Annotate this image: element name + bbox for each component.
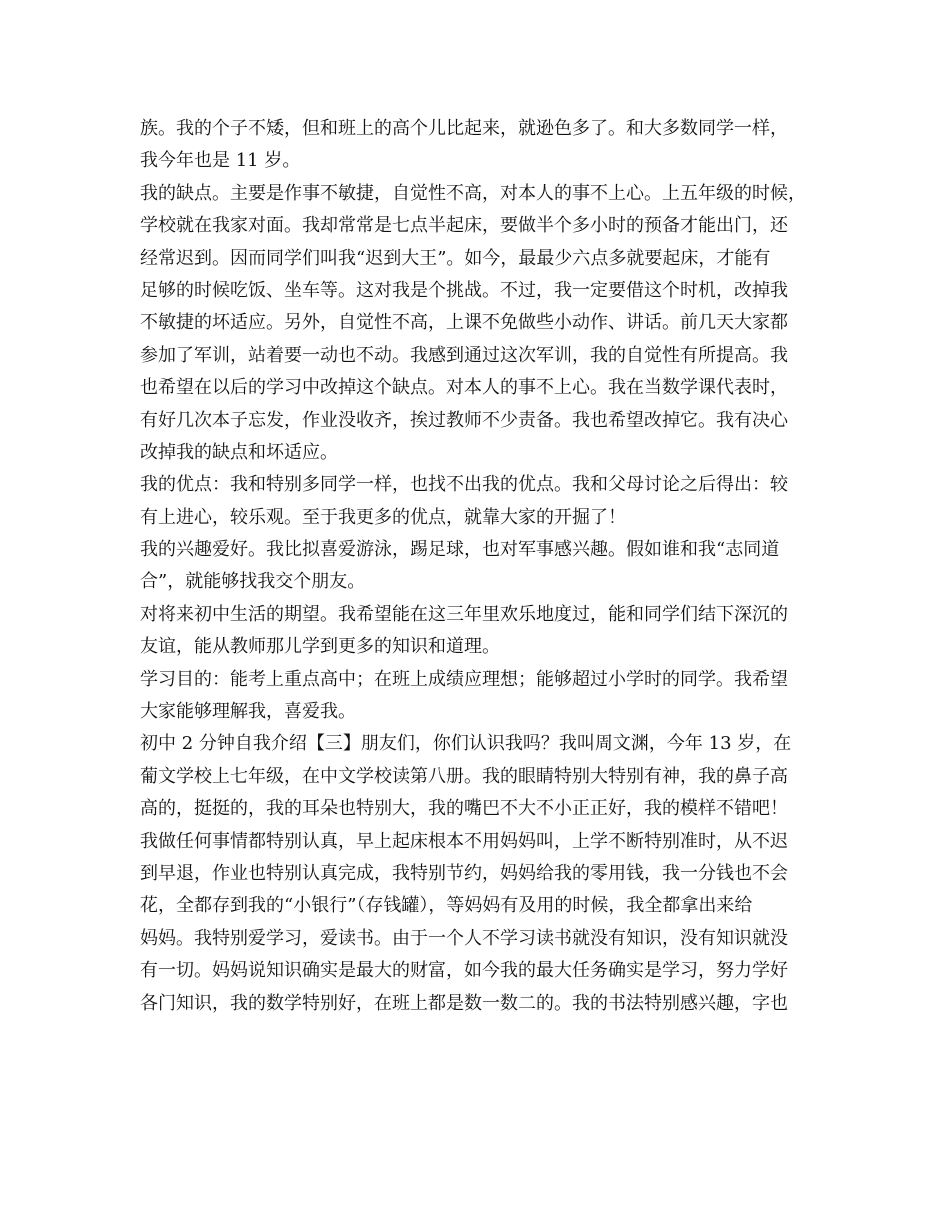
- text-line: 妈妈。我特别爱学习，爱读书。由于一个人不学习读书就没有知识，没有知识就没: [140, 927, 788, 949]
- text-line: 大家能够理解我，喜爱我。: [140, 701, 356, 723]
- text-line: 合”，就能够找我交个朋友。: [140, 571, 366, 593]
- text-line: 改掉我的缺点和坏适应。: [140, 441, 338, 463]
- text-line: 我今年也是 11 岁。: [140, 150, 301, 172]
- text-line: 学校就在我家对面。我却常常是七点半起床，要做半个多小时的预备才能出门，还: [140, 215, 788, 237]
- text-line: 足够的时候吃饭、坐车等。这对我是个挑战。不过，我一定要借这个时机，改掉我: [140, 279, 788, 301]
- text-line: 初中 2 分钟自我介绍【三】朋友们，你们认识我吗？我叫周文渊，今年 13 岁，在: [140, 733, 792, 755]
- text-line: 高的，挺挺的，我的耳朵也特别大，我的嘴巴不大不小正正好，我的模样不错吧！: [140, 798, 788, 820]
- text-line: 各门知识，我的数学特别好，在班上都是数一数二的。我的书法特别感兴趣，字也: [140, 992, 788, 1014]
- text-line: 到早退，作业也特别认真完成，我特别节约，妈妈给我的零用钱，我一分钱也不会: [140, 862, 788, 884]
- text-line: 我的缺点。主要是作事不敏捷，自觉性不高，对本人的事不上心。上五年级的时候，: [140, 182, 806, 204]
- text-line: 学习目的：能考上重点高中；在班上成绩应理想；能够超过小学时的同学。我希望: [140, 668, 788, 690]
- text-line: 我的兴趣爱好。我比拟喜爱游泳，踢足球，也对军事感兴趣。假如谁和我“志同道: [140, 539, 780, 561]
- text-line: 我做任何事情都特别认真，早上起床根本不用妈妈叫，上学不断特别准时，从不迟: [140, 830, 788, 852]
- text-line: 有一切。妈妈说知识确实是最大的财富，如今我的最大任务确实是学习，努力学好: [140, 960, 788, 982]
- text-line: 不敏捷的坏适应。另外，自觉性不高，上课不免做些小动作、讲话。前几天大家都: [140, 312, 788, 334]
- text-line: 经常迟到。因而同学们叫我“迟到大王”。如今，最最少六点多就要起床，才能有: [140, 247, 771, 269]
- text-line: 花，全都存到我的“小银行”（存钱罐），等妈妈有及用的时候，我全都拿出来给: [140, 895, 753, 917]
- text-line: 有好几次本子忘发，作业没收齐，挨过教师不少责备。我也希望改掉它。我有决心: [140, 409, 788, 431]
- text-line: 族。我的个子不矮，但和班上的高个儿比起来，就逊色多了。和大多数同学一样，: [140, 118, 788, 139]
- text-line: 也希望在以后的学习中改掉这个缺点。对本人的事不上心。我在当数学课代表时，: [140, 377, 788, 399]
- text-line: 参加了军训，站着要一动也不动。我感到通过这次军训，我的自觉性有所提高。我: [140, 344, 788, 366]
- text-line: 葡文学校上七年级，在中文学校读第八册。我的眼睛特别大特别有神，我的鼻子高: [140, 765, 788, 787]
- text-line: 对将来初中生活的期望。我希望能在这三年里欢乐地度过，能和同学们结下深沉的: [140, 603, 788, 625]
- document-body: [140, 113, 812, 1020]
- text-line: 我的优点：我和特别多同学一样，也找不出我的优点。我和父母讨论之后得出：较: [140, 474, 788, 496]
- text-line: 有上进心，较乐观。至于我更多的优点，就靠大家的开掘了！: [140, 506, 626, 528]
- text-line: 友谊，能从教师那儿学到更多的知识和道理。: [140, 636, 500, 658]
